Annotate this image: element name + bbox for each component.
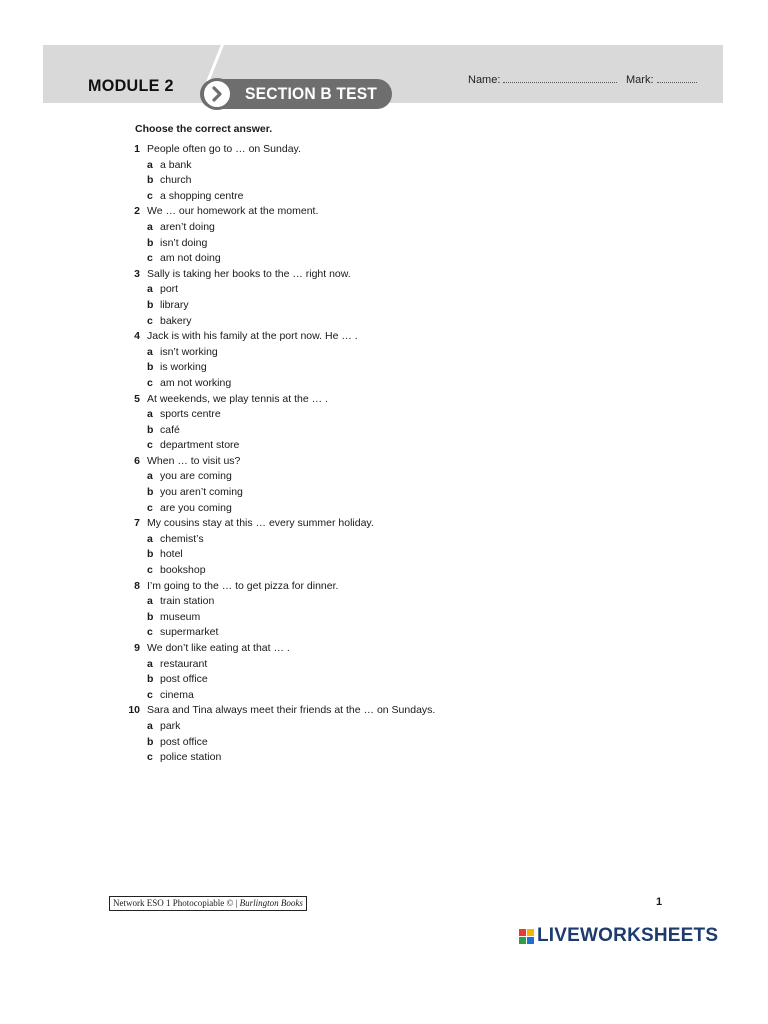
answer-option[interactable]: [0, 189, 768, 205]
option-letter: c: [147, 189, 153, 202]
question-text: When … to visit us?: [147, 454, 241, 467]
question-number: 4: [134, 330, 140, 343]
question-row: [0, 204, 768, 220]
answer-option[interactable]: [0, 594, 768, 610]
module-title: MODULE 2: [88, 76, 174, 95]
option-letter: b: [147, 548, 154, 561]
answer-option[interactable]: [0, 610, 768, 626]
question-row: [0, 267, 768, 283]
mark-label: Mark:: [626, 74, 654, 86]
option-text: train station: [160, 595, 215, 608]
answer-option[interactable]: [0, 750, 768, 766]
option-letter: c: [147, 751, 153, 764]
question-number: 5: [134, 392, 140, 405]
option-text: department store: [160, 439, 240, 452]
question-row: [0, 392, 768, 408]
question-text: We don’t like eating at that … .: [147, 642, 290, 654]
option-text: hotel: [160, 548, 183, 561]
option-text: library: [160, 298, 189, 311]
option-letter: c: [147, 501, 153, 514]
option-letter: b: [147, 610, 154, 623]
option-letter: b: [147, 298, 154, 311]
question-row: [0, 641, 768, 657]
question-number: 8: [134, 579, 140, 592]
question-item: [0, 579, 768, 641]
answer-option[interactable]: [0, 298, 768, 314]
option-text: is working: [160, 361, 207, 374]
option-text: café: [160, 423, 180, 436]
option-text: am not working: [160, 376, 232, 389]
option-letter: c: [147, 688, 153, 701]
question-item: [0, 329, 768, 391]
question-number: 7: [134, 517, 140, 530]
option-letter: c: [147, 314, 153, 327]
option-letter: a: [147, 283, 153, 296]
option-letter: b: [147, 361, 154, 374]
question-item: [0, 204, 768, 266]
question-text: Sally is taking her books to the … right now.: [147, 267, 351, 280]
question-text: People often go to … on Sunday.: [147, 143, 301, 155]
option-text: bookshop: [160, 564, 206, 577]
answer-option[interactable]: [0, 625, 768, 641]
option-letter: a: [147, 345, 153, 358]
logo-square: [519, 929, 526, 936]
question-row: [0, 703, 768, 719]
copyright-text: Network ESO 1 Photocopiable © |: [113, 898, 238, 908]
option-letter: b: [147, 423, 154, 436]
answer-option[interactable]: [0, 532, 768, 548]
answer-option[interactable]: [0, 469, 768, 485]
option-text: police station: [160, 751, 222, 764]
section-title: SECTION B TEST: [245, 84, 378, 103]
answer-option[interactable]: [0, 158, 768, 174]
option-text: museum: [160, 610, 201, 623]
question-row: [0, 142, 768, 158]
option-text: park: [160, 719, 181, 732]
answer-option[interactable]: [0, 220, 768, 236]
option-letter: c: [147, 252, 153, 265]
option-text: a shopping centre: [160, 189, 244, 202]
question-row: [0, 579, 768, 595]
question-number: 9: [134, 642, 140, 654]
question-item: [0, 392, 768, 454]
answer-option[interactable]: [0, 282, 768, 298]
option-text: post office: [160, 735, 208, 748]
question-item: [0, 267, 768, 329]
question-row: [0, 329, 768, 345]
logo-grid-icon: [519, 929, 534, 944]
option-letter: b: [147, 174, 154, 187]
question-text: Sara and Tina always meet their friends at the … on Sundays.: [147, 704, 436, 717]
question-number: 10: [128, 704, 140, 717]
option-letter: a: [147, 470, 153, 483]
question-item: [0, 142, 768, 204]
question-item: [0, 516, 768, 578]
liveworksheets-logo: [519, 925, 718, 947]
publisher-name: Burlington Books: [239, 898, 303, 908]
option-text: isn’t doing: [160, 236, 208, 249]
question-text: Jack is with his family at the port now. He … .: [147, 330, 358, 343]
option-letter: a: [147, 719, 153, 732]
question-text: At weekends, we play tennis at the … .: [147, 392, 328, 405]
chevron-right-icon: [201, 78, 233, 110]
answer-option[interactable]: [0, 407, 768, 423]
question-number: 6: [134, 454, 140, 467]
option-text: am not doing: [160, 252, 221, 265]
answer-option[interactable]: [0, 672, 768, 688]
option-text: isn’t working: [160, 345, 218, 358]
answer-option[interactable]: [0, 657, 768, 673]
question-number: 1: [134, 143, 140, 155]
option-text: sports centre: [160, 408, 221, 421]
answer-option[interactable]: [0, 423, 768, 439]
question-row: [0, 516, 768, 532]
name-field[interactable]: [468, 74, 617, 86]
option-letter: b: [147, 735, 154, 748]
option-text: restaurant: [160, 657, 208, 670]
question-text: We … our homework at the moment.: [147, 205, 319, 218]
name-blank[interactable]: [503, 74, 617, 83]
answer-option[interactable]: [0, 376, 768, 392]
answer-option[interactable]: [0, 360, 768, 376]
answer-option[interactable]: [0, 314, 768, 330]
answer-option[interactable]: [0, 688, 768, 704]
option-text: chemist’s: [160, 532, 204, 545]
answer-option[interactable]: [0, 173, 768, 189]
logo-square: [527, 937, 534, 944]
option-text: port: [160, 283, 179, 296]
option-text: bakery: [160, 314, 192, 327]
option-text: supermarket: [160, 626, 219, 639]
question-item: [0, 454, 768, 516]
mark-field[interactable]: [626, 74, 697, 86]
answer-option[interactable]: [0, 345, 768, 361]
answer-option[interactable]: [0, 563, 768, 579]
question-list: [0, 142, 768, 766]
option-letter: b: [147, 236, 154, 249]
option-letter: a: [147, 220, 153, 233]
answer-option[interactable]: [0, 236, 768, 252]
answer-option[interactable]: [0, 719, 768, 735]
option-letter: c: [147, 439, 153, 452]
answer-option[interactable]: [0, 735, 768, 751]
option-text: church: [160, 174, 192, 187]
option-text: post office: [160, 673, 208, 686]
question-row: [0, 454, 768, 470]
logo-text: LIVEWORKSHEETS: [537, 925, 719, 946]
page-number: 1: [656, 896, 663, 908]
option-letter: c: [147, 564, 153, 577]
answer-option[interactable]: [0, 485, 768, 501]
option-text: cinema: [160, 688, 194, 701]
answer-option[interactable]: [0, 438, 768, 454]
footer-copyright: [109, 896, 307, 911]
question-item: [0, 703, 768, 765]
option-letter: a: [147, 532, 153, 545]
option-letter: a: [147, 595, 153, 608]
option-letter: b: [147, 673, 154, 686]
option-text: a bank: [160, 158, 192, 171]
question-text: My cousins stay at this … every summer holiday.: [147, 517, 374, 530]
option-letter: a: [147, 408, 153, 421]
answer-option[interactable]: [0, 501, 768, 517]
mark-blank[interactable]: [657, 74, 697, 83]
answer-option[interactable]: [0, 251, 768, 267]
option-letter: b: [147, 486, 154, 499]
option-text: you are coming: [160, 470, 232, 483]
option-text: are you coming: [160, 501, 232, 514]
question-item: [0, 641, 768, 703]
name-label: Name:: [468, 74, 501, 86]
option-letter: a: [147, 657, 153, 670]
option-letter: a: [147, 158, 153, 171]
logo-square: [519, 937, 526, 944]
option-letter: c: [147, 376, 153, 389]
answer-option[interactable]: [0, 547, 768, 563]
question-number: 2: [134, 205, 140, 218]
option-text: you aren’t coming: [160, 486, 243, 499]
question-text: I’m going to the … to get pizza for dinner.: [147, 579, 339, 592]
option-text: aren’t doing: [160, 220, 215, 233]
instruction: Choose the correct answer.: [135, 123, 273, 135]
option-letter: c: [147, 626, 153, 639]
question-number: 3: [134, 267, 140, 280]
logo-square: [527, 929, 534, 936]
